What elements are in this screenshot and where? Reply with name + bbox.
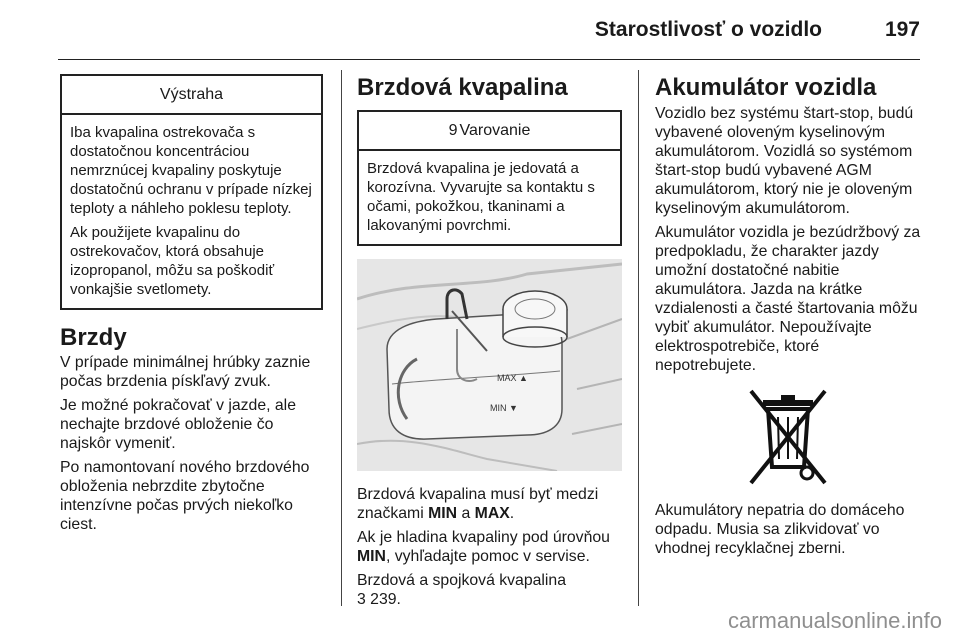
warning-triangle-icon: 9 bbox=[448, 122, 458, 139]
page-reference: 3 239. bbox=[357, 591, 401, 608]
page-number: 197 bbox=[884, 18, 920, 41]
crossed-out-bin-icon bbox=[655, 387, 921, 487]
section-heading-battery: Akumulátor vozidla bbox=[655, 74, 877, 101]
section-heading-brake-fluid: Brzdová kvapalina bbox=[357, 74, 568, 101]
body-paragraph: V prípade minimálnej hrúbky zaznie počas brzdenia pískľavý zvuk. bbox=[60, 354, 311, 390]
body-paragraph: Akumulátor vozidla je bezúdržbový za predpokladu, že charakter jazdy umožní dostatočné nabitie akumulátora. Jazda na krátke vzdialenosti a časté štartovania môžu vybiť akumulátor. Nepoužívajte elektrospotrebiče, ktoré nepotrebujete. bbox=[655, 224, 921, 374]
body-paragraph: Po namontovaní nového brzdového obloženia nebrzdite zbytočne intenzívne počas prvých niekoľko ciest. bbox=[60, 459, 310, 533]
brake-fluid-reservoir-image bbox=[357, 259, 622, 471]
section-title: Starostlivosť o vozidlo bbox=[594, 18, 822, 41]
caution-box bbox=[357, 110, 622, 246]
column-divider bbox=[341, 70, 342, 606]
header-divider bbox=[58, 59, 920, 60]
warning-paragraph: Ak použijete kvapalinu do ostrekovačov, ktorá obsahuje izopropanol, môžu sa poškodiť vonkajšie svetlomety. bbox=[70, 224, 275, 298]
body-paragraph: Je možné pokračovať v jazde, ale nechajte brzdové obloženie čo najskôr vymeniť. bbox=[60, 397, 296, 452]
caution-box-body bbox=[359, 151, 620, 244]
body-paragraph: Akumulátory nepatria do domáceho odpadu. Musia sa zlikvidovať vo vhodnej recyklačnej zberni. bbox=[655, 502, 905, 557]
section-heading-brakes: Brzdy bbox=[60, 324, 127, 351]
caution-paragraph: Brzdová kvapalina je jedovatá a korozívna. Vyvarujte sa kontaktu s očami, pokožkou, tkaninami a lakovanými povrchmi. bbox=[367, 160, 595, 234]
warning-paragraph: Iba kvapalina ostrekovača s dostatočnou koncentráciou nemrznúcej kvapaliny poskytuje dostatočnú ochranu v prípade nízkej teploty a náhleho poklesu teploty. bbox=[70, 124, 312, 217]
caution-title-text: Varovanie bbox=[459, 122, 531, 139]
caution-box-title bbox=[359, 112, 620, 151]
body-paragraph: Vozidlo bez systému štart-stop, budú vybavené oloveným kyselinovým akumulátorom. Vozidlá so systémom štart-stop budú vybavené AGM akumulátorom, ktorý nie je oloveným kyselinovým akumulátorom. bbox=[655, 105, 914, 217]
warning-box bbox=[60, 74, 323, 310]
column-middle bbox=[357, 74, 622, 614]
max-mark-label: MAX ▲ bbox=[497, 373, 528, 383]
warning-box-title: Výstraha bbox=[62, 76, 321, 115]
column-divider bbox=[638, 70, 639, 606]
column-left bbox=[60, 74, 323, 539]
min-mark-label: MIN ▼ bbox=[490, 403, 518, 413]
column-right bbox=[655, 74, 921, 563]
body-paragraph: Brzdová a spojková kvapalina 3 239. bbox=[357, 572, 566, 608]
body-paragraph: Ak je hladina kvapaliny pod úrovňou MIN, vyhľadajte pomoc v servise. bbox=[357, 529, 610, 565]
warning-box-body bbox=[62, 115, 321, 308]
watermark: carmanualsonline.info bbox=[727, 608, 942, 633]
body-paragraph: Brzdová kvapalina musí byť medzi značkami MIN a MAX. bbox=[357, 486, 599, 522]
